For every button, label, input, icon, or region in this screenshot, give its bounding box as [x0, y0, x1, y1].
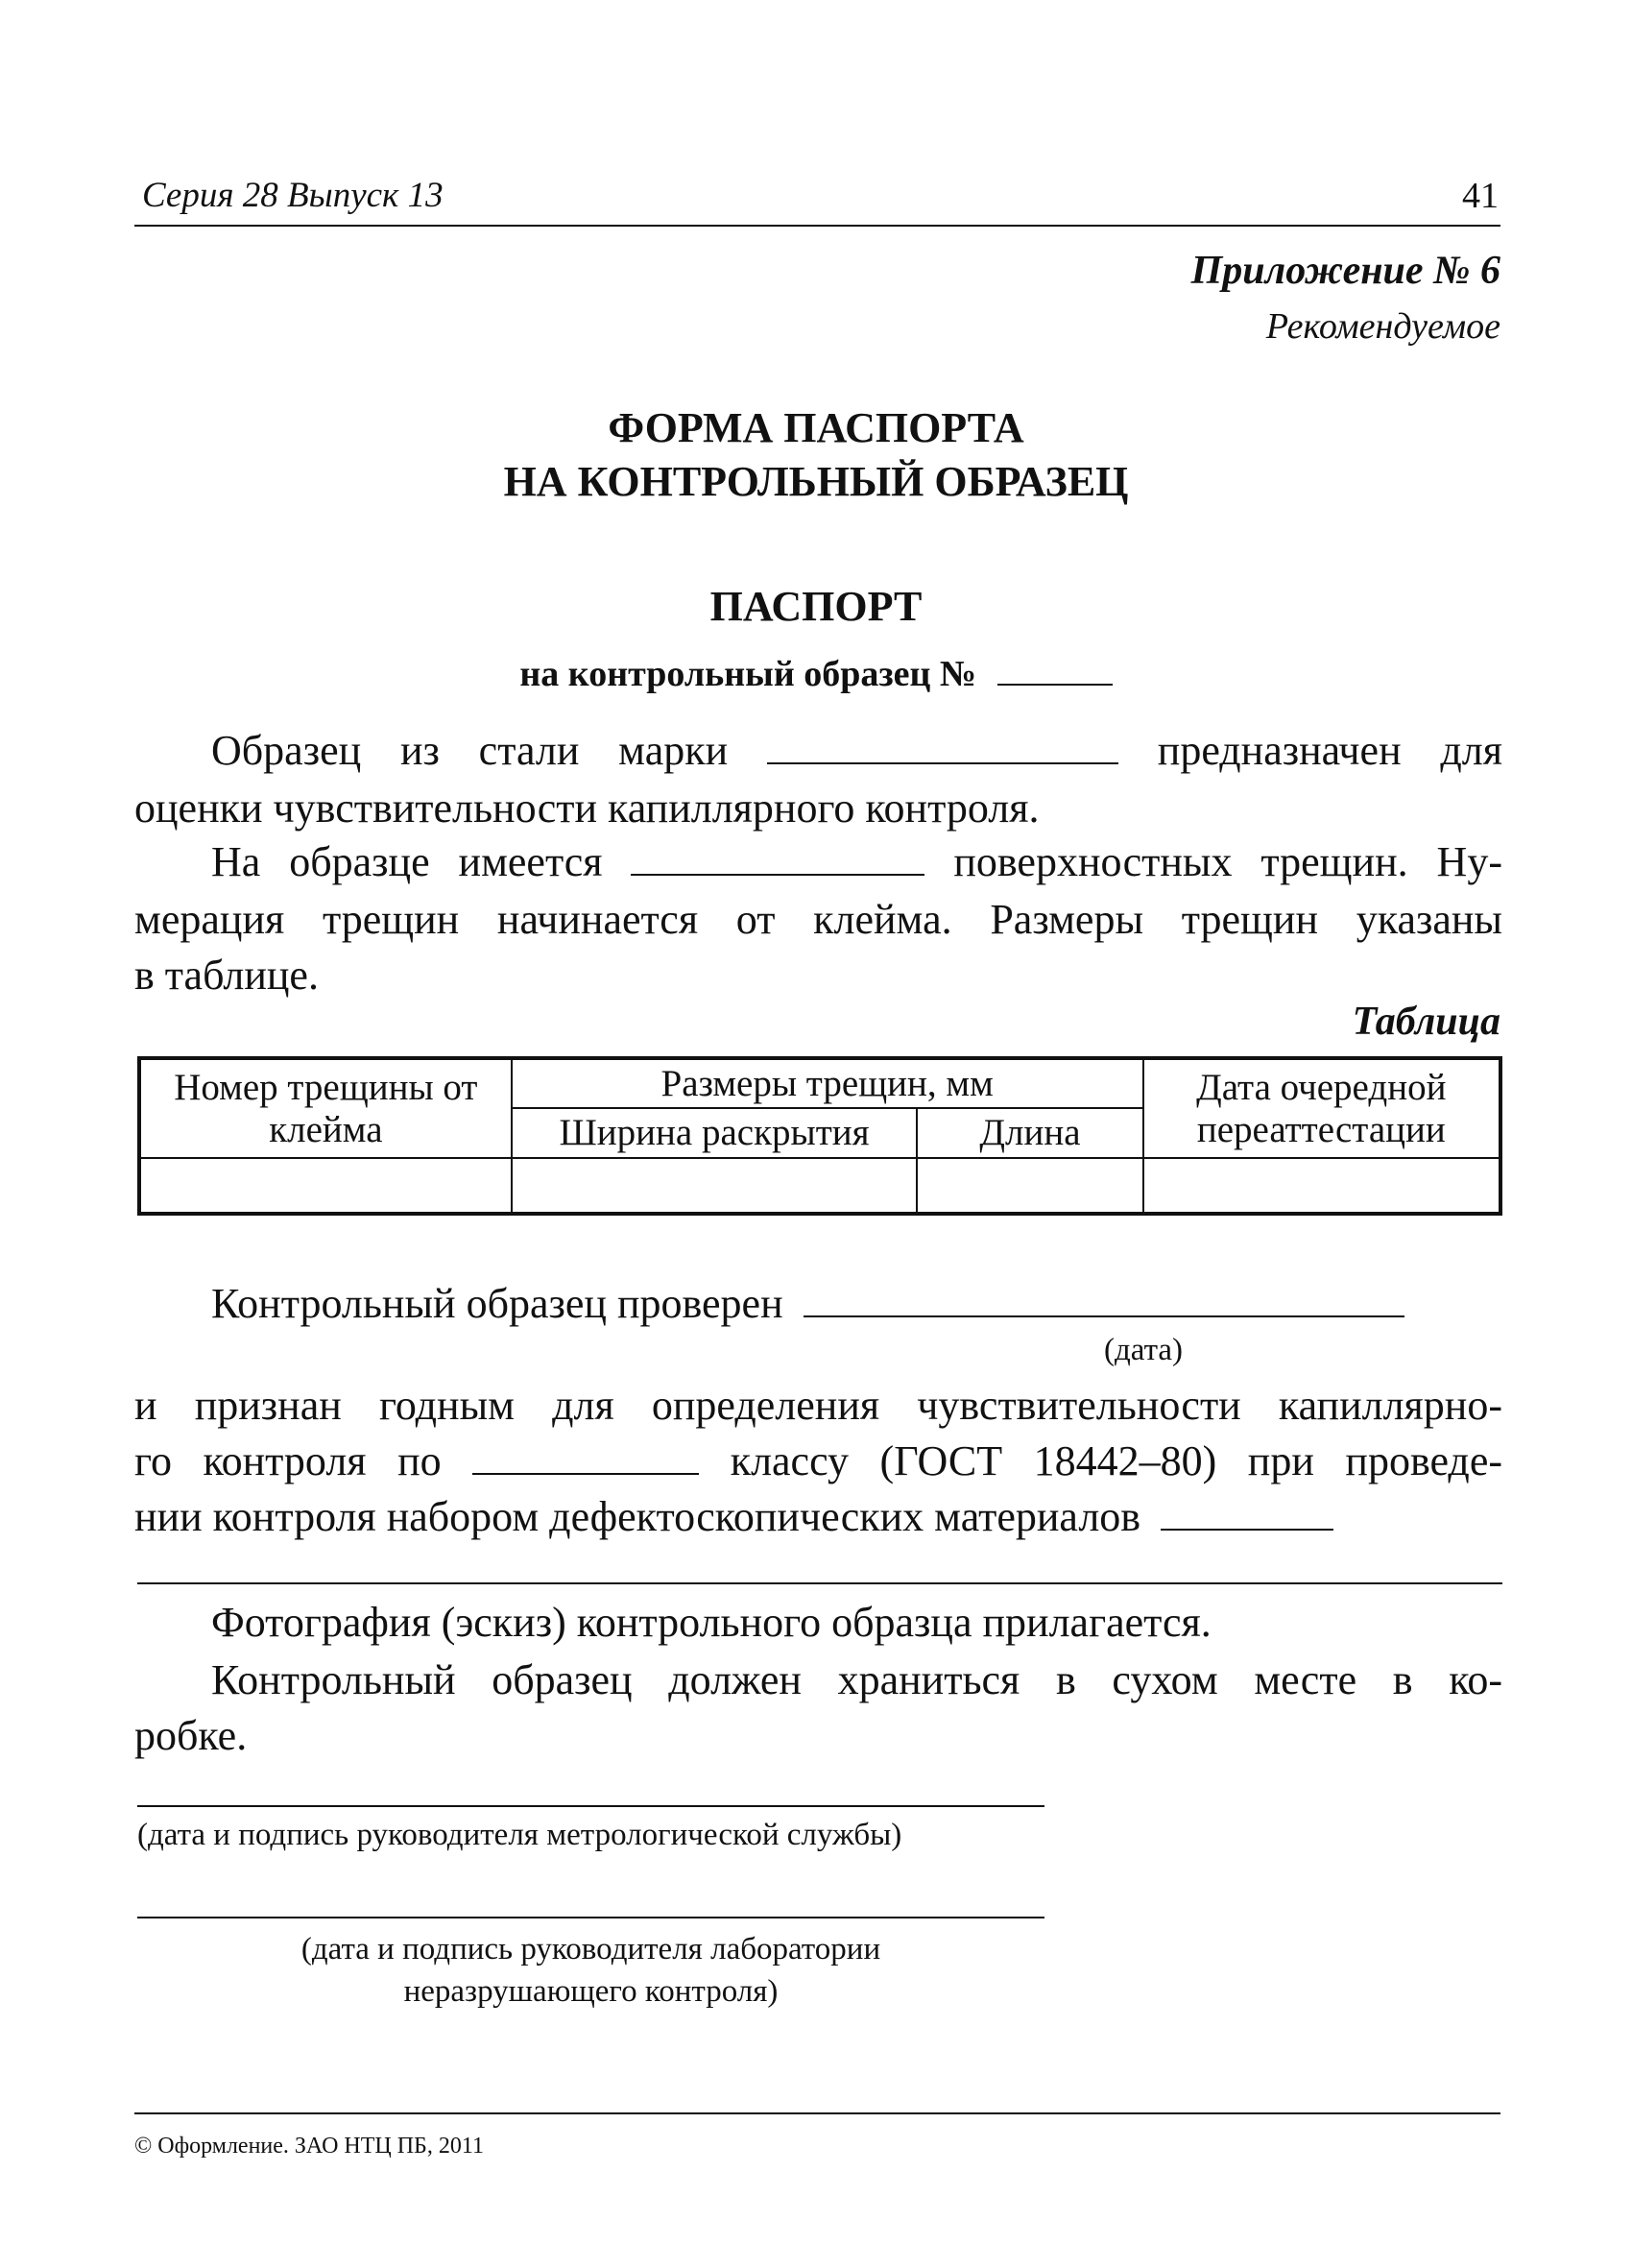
check-line1	[134, 1275, 1502, 1333]
paragraph-steel-grade	[134, 722, 1502, 780]
header-recertification-date: Дата очередной переаттестации	[1143, 1058, 1500, 1158]
cell-recertification-date[interactable]	[1143, 1158, 1500, 1214]
photo-line2	[134, 1652, 1502, 1709]
series-label: Серия 28 Выпуск 13	[142, 176, 444, 215]
lab-signature-line[interactable]	[137, 1917, 1044, 1918]
check-line2: и признан годным для определения чувствительности капиллярно-	[134, 1382, 1502, 1429]
passport-title: ПАСПОРТ	[709, 583, 923, 630]
steel-grade-field[interactable]	[767, 726, 1118, 764]
check-text-class-a: го контроля по	[134, 1437, 442, 1484]
table-caption: Таблица	[1352, 1000, 1500, 1044]
class-field[interactable]	[472, 1436, 699, 1475]
paragraph-cracks-line2: мерация трещин начинается от клейма. Размеры трещин указаны	[134, 896, 1502, 943]
cell-crack-number[interactable]	[139, 1158, 512, 1214]
header-crack-number: Номер трещины от клейма	[139, 1058, 512, 1158]
steel-text-a: Образец из стали марки	[211, 727, 729, 774]
photo-line3: робке.	[134, 1712, 248, 1759]
header-length: Длина	[917, 1108, 1142, 1158]
metrology-signature-caption: (дата и подпись руководителя метрологической службы)	[137, 1818, 902, 1852]
page-header	[134, 171, 1500, 227]
passport-subtitle-text: на контрольный образец №	[519, 654, 977, 694]
cell-opening-width[interactable]	[512, 1158, 918, 1214]
cell-length[interactable]	[917, 1158, 1142, 1214]
cracks-text-a: На образце имеется	[211, 838, 603, 885]
appendix-label: Приложение № 6	[1190, 249, 1500, 293]
check-date-field[interactable]	[804, 1279, 1404, 1317]
check-text: Контрольный образец проверен	[211, 1280, 783, 1327]
cracks-count-field[interactable]	[631, 837, 924, 876]
lab-caption-line1: (дата и подпись руководителя лаборатории	[300, 1932, 881, 1966]
form-title-line2: НА КОНТРОЛЬНЫЙ ОБРАЗЕЦ	[503, 458, 1129, 505]
lab-signature-caption	[137, 1928, 1044, 2013]
photo-line2-text: Контрольный образец должен храниться в сухом месте в ко-	[211, 1656, 1502, 1703]
form-title-line1: ФОРМА ПАСПОРТА	[608, 404, 1024, 451]
cracks-table	[137, 1056, 1502, 1216]
steel-text-b: предназначен для	[1157, 727, 1502, 774]
check-text-class-b: классу (ГОСТ 18442–80) при проведе-	[730, 1437, 1502, 1484]
table-row	[139, 1158, 1500, 1214]
check-line4	[134, 1488, 1502, 1546]
paragraph-steel-line2: оценки чувствительности капиллярного контроля.	[134, 784, 1040, 832]
photo-line1: Фотография (эскиз) контрольного образца прилагается.	[211, 1599, 1212, 1646]
header-crack-sizes: Размеры трещин, мм	[512, 1058, 1143, 1108]
check-line3	[134, 1433, 1502, 1490]
passport-subtitle	[0, 647, 1632, 695]
sample-number-field[interactable]	[997, 647, 1113, 686]
materials-continuation-line[interactable]	[137, 1582, 1502, 1584]
paragraph-cracks-line3: в таблице.	[134, 952, 319, 999]
page-number: 41	[1462, 176, 1499, 216]
footer-divider	[134, 2112, 1500, 2114]
check-text-materials: нии контроля набором дефектоскопических материалов	[134, 1493, 1141, 1540]
materials-field[interactable]	[1161, 1492, 1333, 1531]
appendix-note: Рекомендуемое	[1265, 306, 1500, 347]
lab-caption-line2: неразрушающего контроля)	[403, 1974, 779, 2009]
date-caption: (дата)	[1104, 1333, 1184, 1367]
header-opening-width: Ширина раскрытия	[512, 1108, 918, 1158]
copyright: © Оформление. ЗАО НТЦ ПБ, 2011	[134, 2134, 484, 2159]
paragraph-cracks	[134, 833, 1502, 891]
metrology-signature-line[interactable]	[137, 1805, 1044, 1807]
cracks-text-b: поверхностных трещин. Ну-	[953, 838, 1502, 885]
